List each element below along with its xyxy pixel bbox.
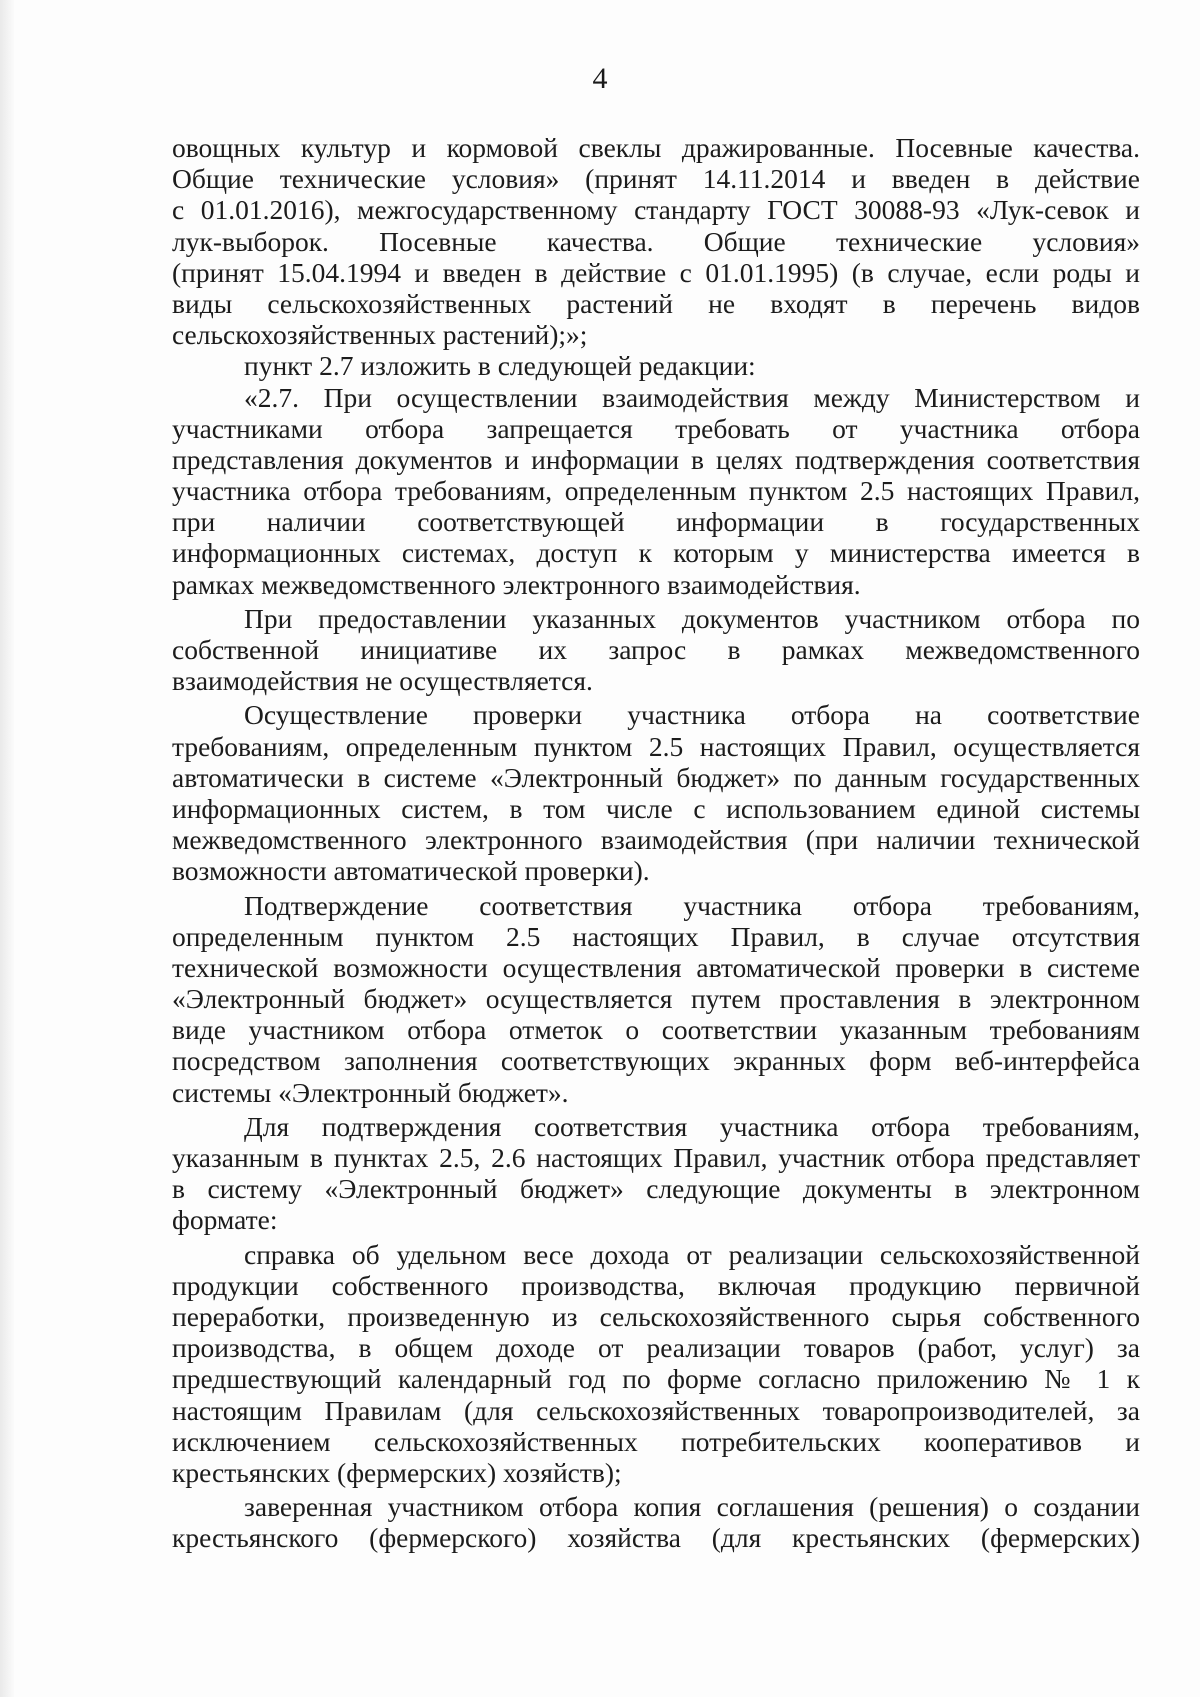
text-line: при наличии соответствующей информации в государственных <box>172 506 1140 538</box>
text-line: с 01.01.2016), межгосударственному стандарту ГОСТ 30088-93 «Лук-севок и <box>172 194 1140 226</box>
text-line: Для подтверждения соответствия участника отбора требованиям, <box>244 1110 1140 1142</box>
text-line: виды сельскохозяйственных растений не входят в перечень видов <box>172 287 1140 319</box>
text-line: крестьянского (фермерского) хозяйства (для крестьянских (фермерских) <box>172 1522 1140 1554</box>
text-line: Подтверждение соответствия участника отбора требованиям, <box>244 889 1140 921</box>
text-line: требованиям, определенным пунктом 2.5 настоящих Правил, осуществляется <box>172 730 1140 762</box>
text-line: Общие технические условия» (принят 14.11.2014 и введен в действие <box>172 163 1140 195</box>
text-line: крестьянских (фермерских) хозяйств); <box>172 1456 622 1488</box>
text-line: исключением сельскохозяйственных потребительских кооперативов и <box>172 1425 1140 1457</box>
text-line: в систему «Электронный бюджет» следующие документы в электронном <box>172 1173 1140 1205</box>
text-line: предшествующий календарный год по форме согласно приложению № 1 к <box>172 1363 1140 1395</box>
text-line: производства, в общем доходе от реализации товаров (работ, услуг) за <box>172 1332 1140 1364</box>
text-line: возможности автоматической проверки). <box>172 855 650 887</box>
text-line: заверенная участником отбора копия соглашения (решения) о создании <box>244 1491 1140 1523</box>
text-line: системы «Электронный бюджет». <box>172 1076 569 1108</box>
text-line: При предоставлении указанных документов участником отбора по <box>244 602 1140 634</box>
text-line: определенным пунктом 2.5 настоящих Правил, в случае отсутствия <box>172 920 1140 952</box>
text-line: указанным в пунктах 2.5, 2.6 настоящих Правил, участник отбора представляет <box>172 1142 1140 1173</box>
text-line: информационных системах, доступ к которым у министерства имеется в <box>172 537 1140 569</box>
text-line: собственной инициативе их запрос в рамках межведомственного <box>172 634 1140 665</box>
text-line: участника отбора требованиям, определенным пунктом 2.5 настоящих Правил, <box>172 475 1140 507</box>
text-line: переработки, произведенную из сельскохозяйственного сырья собственного <box>172 1300 1140 1332</box>
text-line: «2.7. При осуществлении взаимодействия между Министерством и <box>244 381 1140 413</box>
text-line: представления документов и информации в целях подтверждения соответствия <box>172 443 1140 475</box>
text-line: автоматически в системе «Электронный бюджет» по данным государственных <box>172 761 1140 793</box>
text-line: сельскохозяйственных растений);»; <box>172 319 588 351</box>
text-line: лук-выборок. Посевные качества. Общие технические условия» <box>172 225 1140 257</box>
page-number: 4 <box>592 62 608 95</box>
text-line: информационных систем, в том числе с использованием единой системы <box>172 792 1140 824</box>
text-line: Осуществление проверки участника отбора на соответствие <box>244 699 1140 731</box>
text-line: продукции собственного производства, включая продукцию первичной <box>172 1269 1140 1301</box>
text-line: овощных культур и кормовой свеклы дражированные. Посевные качества. <box>172 132 1140 163</box>
text-line: взаимодействия не осуществляется. <box>172 665 593 697</box>
text-line: настоящим Правилам (для сельскохозяйственных товаропроизводителей, за <box>172 1394 1140 1426</box>
text-line: межведомственного электронного взаимодействия (при наличии технической <box>172 824 1140 856</box>
text-line: справка об удельном весе дохода от реализации сельскохозяйственной <box>244 1238 1140 1270</box>
text-line: технической возможности осуществления автоматической проверки в системе <box>172 951 1140 983</box>
scan-edge <box>0 0 14 1697</box>
text-line: рамках межведомственного электронного взаимодействия. <box>172 568 861 600</box>
text-line: (принят 15.04.1994 и введен в действие с 01.01.1995) (в случае, если роды и <box>172 256 1140 288</box>
text-line: посредством заполнения соответствующих экранных форм веб-интерфейса <box>172 1045 1140 1077</box>
text-line: виде участником отбора отметок о соответствии указанным требованиям <box>172 1014 1140 1046</box>
document-body <box>172 132 1140 1553</box>
text-line: участниками отбора запрещается требовать от участника отбора <box>172 412 1140 444</box>
text-line: «Электронный бюджет» осуществляется путем проставления в электронном <box>172 983 1140 1015</box>
text-line: формате: <box>172 1204 278 1236</box>
text-line: пункт 2.7 изложить в следующей редакции: <box>244 350 756 382</box>
